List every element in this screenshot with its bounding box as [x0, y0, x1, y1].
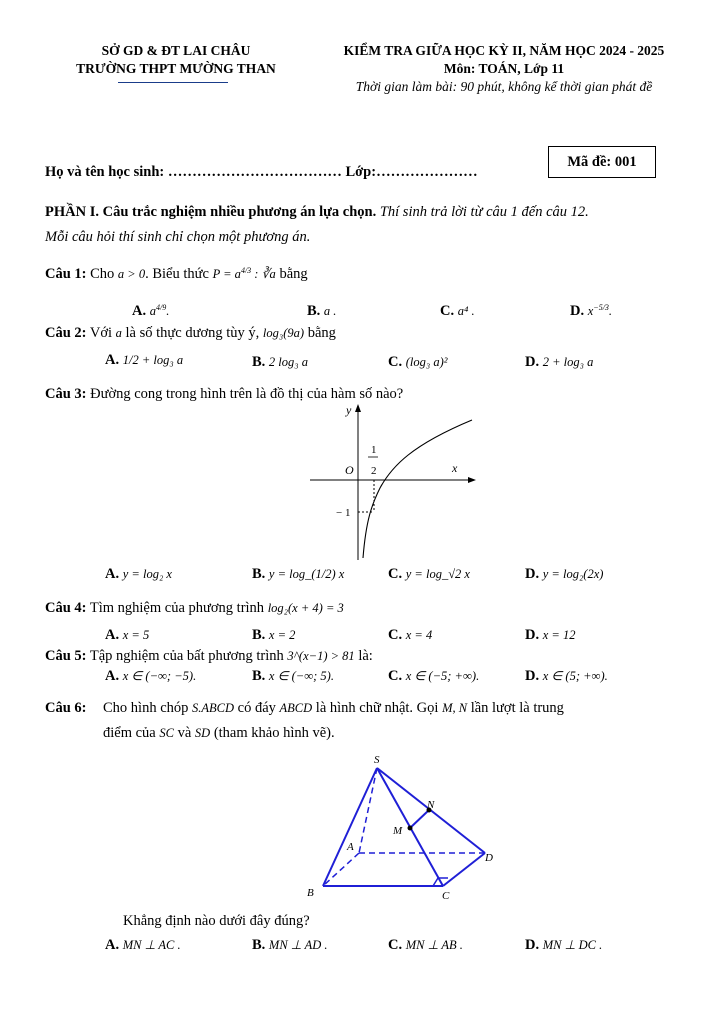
q4-label: Câu 4: — [45, 600, 87, 616]
option-text: x = 12 — [542, 628, 576, 642]
option-letter: B. — [252, 354, 266, 370]
option-letter: D. — [525, 354, 540, 370]
option-text: MN ⊥ AC . — [122, 938, 181, 952]
option-letter: A. — [105, 668, 120, 684]
q6-line2-text — [103, 725, 335, 742]
option-text: y = log_(1/2) x — [268, 567, 345, 581]
option-text: x ∈ (5; +∞). — [542, 669, 608, 683]
q5-text: Tập nghiệm của bất phương trình — [86, 648, 288, 664]
option-text: (log₃ a)² — [405, 355, 448, 369]
q2-label: Câu 2: — [45, 325, 87, 341]
q6-t4: ABCD — [279, 701, 313, 715]
q3-label: Câu 3: — [45, 386, 87, 402]
q6-t8: điểm của — [103, 725, 160, 741]
option-text: MN ⊥ AD . — [268, 938, 328, 952]
q5-text-b: là: — [354, 648, 373, 664]
q6-line1-text — [103, 700, 683, 717]
q1-condition: a > 0 — [117, 267, 146, 282]
option-letter: C. — [388, 354, 403, 370]
question-6-line1 — [45, 700, 87, 717]
option-text: y = log_√2 x — [405, 567, 470, 581]
option-letter: C. — [440, 303, 455, 319]
header-left — [60, 42, 292, 78]
option-text: 2 log₃ a — [268, 355, 308, 369]
q1-option-b[interactable] — [307, 303, 336, 320]
point-M — [408, 826, 413, 831]
q4-option-c[interactable] — [388, 627, 432, 644]
q6-t10: và — [173, 725, 195, 741]
option-letter: A. — [132, 303, 147, 320]
q6-option-d[interactable] — [525, 937, 602, 954]
q2-text-b: là số thực dương tùy ý, — [121, 325, 263, 341]
option-letter: A. — [105, 352, 120, 368]
option-letter: C. — [388, 937, 403, 953]
option-letter: A. — [105, 937, 120, 953]
option-letter: B. — [307, 303, 321, 319]
label-A: A — [347, 841, 354, 853]
option-letter: C. — [388, 627, 403, 643]
option-letter: A. — [105, 627, 120, 643]
half-num: 1 — [371, 444, 377, 456]
question-5 — [45, 648, 373, 665]
edge-SB — [323, 768, 377, 886]
option-letter: B. — [252, 627, 266, 643]
option-letter: D. — [525, 566, 540, 582]
q1-text-b: . Biểu thức — [145, 266, 213, 283]
origin-label: O — [345, 463, 354, 477]
subject: Môn: TOÁN, Lớp 11 — [443, 61, 565, 76]
q4-text: Tìm nghiệm của phương trình — [86, 600, 268, 616]
part1-title: PHẦN I. Câu trắc nghiệm nhiều phương án lựa chọn. — [45, 204, 377, 220]
option-letter: B. — [252, 937, 266, 953]
question-4 — [45, 600, 344, 617]
option-letter: C. — [388, 566, 403, 582]
minus-one-label: − 1 — [336, 507, 351, 519]
q6-t11: SD — [194, 726, 211, 740]
q3-option-d[interactable] — [525, 566, 603, 583]
q6-option-b[interactable] — [252, 937, 328, 954]
option-text: x = 2 — [268, 628, 296, 642]
option-text: x = 4 — [405, 628, 433, 642]
label-C: C — [442, 890, 450, 902]
option-text: x ∈ (−5; +∞). — [405, 669, 480, 683]
option-letter: D. — [525, 937, 540, 953]
edge-AB — [323, 853, 359, 886]
option-text: 1/2 + log₃ a — [122, 353, 184, 367]
q2-option-d[interactable] — [525, 354, 593, 371]
q3-option-b[interactable] — [252, 566, 344, 583]
label-M: M — [393, 825, 403, 837]
q2-expression: log₃(9a) — [262, 326, 305, 340]
edge-SA — [359, 768, 377, 853]
option-text: MN ⊥ DC . — [542, 938, 603, 952]
q3-option-c[interactable] — [388, 566, 470, 583]
q6-t12: (tham khảo hình vẽ). — [210, 725, 335, 741]
option-text: x ∈ (−∞; −5). — [122, 669, 197, 683]
header-right — [318, 42, 690, 96]
time-note: Thời gian làm bài: 90 phút, không kể thời gian phát đề — [355, 79, 653, 94]
question-2 — [45, 325, 336, 342]
q6-t9: SC — [159, 726, 174, 740]
q6-t5: là hình chữ nhật. Gọi — [312, 700, 443, 716]
half-den: 2 — [371, 465, 377, 477]
label-N: N — [427, 799, 435, 811]
option-text: x = 5 — [122, 628, 150, 642]
q1-expression: $P = a^{4/3}$ : ∛a — [212, 266, 276, 282]
q5-option-c[interactable] — [388, 668, 479, 685]
edge-CD — [443, 853, 485, 886]
option-letter: B. — [252, 668, 266, 684]
y-axis-arrow — [355, 404, 361, 412]
label-S: S — [374, 754, 380, 766]
school-name: TRƯỜNG THPT MƯỜNG THAN — [76, 61, 276, 76]
q1-option-d[interactable]: D. $x^{-5/3}$. — [570, 303, 613, 320]
header-underline — [118, 82, 228, 83]
q6-t7: lần lượt là trung — [467, 700, 564, 716]
q4-option-a[interactable] — [105, 627, 149, 644]
x-axis-arrow — [468, 477, 476, 483]
option-text: x ∈ (−∞; 5). — [268, 669, 334, 683]
q3-text: Đường cong trong hình trên là đồ thị của hàm số nào? — [86, 386, 404, 402]
segment-MN — [410, 810, 429, 828]
option-text: a⁴ . — [457, 304, 475, 318]
y-label: y — [346, 403, 352, 417]
q4-expression: log₂(x + 4) = 3 — [267, 601, 344, 615]
x-label: x — [452, 461, 458, 475]
log-curve — [363, 420, 472, 558]
question-1 — [45, 266, 308, 283]
q6-option-c[interactable] — [388, 937, 463, 954]
q5-label: Câu 5: — [45, 648, 87, 664]
q2-text-c: bằng — [304, 325, 336, 341]
q2-option-a[interactable] — [105, 352, 183, 369]
q5-expression: 3^(x−1) > 81 — [287, 649, 355, 663]
option-letter: A. — [105, 566, 120, 582]
part1-line1 — [45, 204, 589, 221]
q2-option-c[interactable] — [388, 354, 448, 371]
option-text: 2 + log₃ a — [542, 355, 594, 369]
q6-t6: M, N — [442, 701, 468, 715]
q6-label: Câu 6: — [45, 700, 87, 716]
q6-prompt: Khẳng định nào dưới đây đúng? — [123, 913, 310, 929]
q6-pyramid-figure — [295, 748, 515, 908]
q2-option-b[interactable] — [252, 354, 308, 371]
option-text: y = log₂ x — [122, 567, 172, 581]
option-text: MN ⊥ AB . — [405, 938, 463, 952]
q6-t2: S.ABCD — [192, 701, 235, 715]
option-letter: C. — [388, 668, 403, 684]
q1-option-a[interactable]: A. $a^{4/9}$. — [132, 303, 170, 320]
q4-option-b[interactable] — [252, 627, 295, 644]
q1-text-a: Cho — [86, 266, 118, 283]
part1-instruction: Thí sinh trả lời từ câu 1 đến câu 12. — [376, 204, 589, 220]
option-letter: D. — [525, 668, 540, 684]
option-text: a . — [323, 304, 337, 318]
q5-option-b[interactable] — [252, 668, 334, 685]
q5-option-a[interactable] — [105, 668, 196, 685]
part1-instruction2: Mỗi câu hỏi thí sinh chỉ chọn một phương án. — [45, 229, 311, 245]
q1-text-c: bằng — [275, 266, 308, 283]
q1-option-c[interactable] — [440, 303, 475, 320]
q6-t1: Cho hình chóp — [103, 700, 193, 716]
q6-option-a[interactable] — [105, 937, 181, 954]
label-B: B — [307, 887, 314, 899]
q3-option-a[interactable] — [105, 566, 172, 583]
department: SỞ GD & ĐT LAI CHÂU — [101, 43, 251, 58]
q5-option-d[interactable] — [525, 668, 608, 685]
option-letter: D. — [570, 303, 585, 320]
q2-var: a — [115, 326, 122, 340]
q2-text-a: Với — [86, 325, 116, 341]
option-letter: D. — [525, 627, 540, 643]
student-name-line: Họ và tên học sinh: ……………………………… Lớp:………………… — [45, 164, 478, 180]
option-letter: B. — [252, 566, 266, 582]
label-D: D — [485, 852, 493, 864]
q4-option-d[interactable] — [525, 627, 575, 644]
q1-label: Câu 1: — [45, 266, 87, 283]
exam-title: KIỂM TRA GIỮA HỌC KỲ II, NĂM HỌC 2024 - 2025 — [343, 43, 665, 58]
option-text: y = log₂(2x) — [542, 567, 604, 581]
exam-code-box: Mã đề: 001 — [548, 146, 656, 178]
q6-t3: có đáy — [234, 700, 280, 716]
q3-log-graph — [300, 400, 480, 565]
